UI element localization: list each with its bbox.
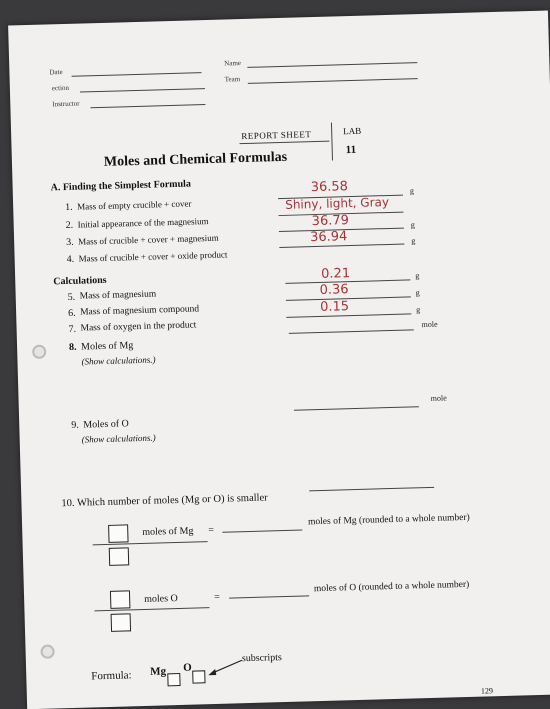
item-8-unit: mole — [421, 319, 438, 330]
question-10-line[interactable] — [309, 487, 434, 491]
name-line[interactable] — [247, 62, 417, 68]
item-6-unit: g — [415, 288, 420, 298]
item-1-num: 1. — [65, 201, 73, 214]
date-line[interactable] — [72, 72, 202, 77]
section-label: ection — [51, 83, 70, 93]
report-sheet-underline — [239, 141, 329, 145]
o-ratio-numerator-box[interactable] — [110, 590, 130, 609]
mg-ratio-denominator-box[interactable] — [109, 547, 129, 566]
subscripts-label: subscripts — [241, 652, 283, 665]
item-8-note: (Show calculations.) — [81, 354, 156, 367]
formula-label: Formula: — [91, 669, 132, 683]
item-8-label: Moles of Mg — [80, 340, 134, 353]
date-label: Date — [49, 68, 63, 77]
team-line[interactable] — [248, 78, 418, 84]
page-title: Moles and Chemical Formulas — [103, 149, 288, 170]
item-3-unit: g — [410, 220, 415, 230]
name-label: Name — [224, 59, 242, 68]
calculations-heading: Calculations — [53, 274, 107, 288]
item-3-label: Mass of crucible + cover + magnesium — [78, 232, 219, 247]
item-8-line[interactable] — [289, 329, 414, 333]
o-ratio-equals: = — [214, 591, 220, 604]
item-4-unit: g — [411, 236, 416, 246]
o-subscript-box[interactable] — [192, 670, 205, 683]
item-1-value[interactable]: 36.58 — [310, 179, 349, 196]
item-5-unit: g — [415, 271, 420, 281]
item-1-label: Mass of empty crucible + cover — [77, 198, 192, 212]
item-9-num: 9. — [71, 419, 79, 431]
binder-hole-top — [32, 345, 46, 359]
lab-divider — [331, 123, 333, 161]
o-ratio-suffix: moles of O (rounded to a whole number) — [313, 579, 470, 595]
item-5-label: Mass of magnesium — [79, 289, 157, 302]
item-7-value[interactable]: 0.15 — [319, 299, 350, 315]
item-5-value[interactable]: 0.21 — [320, 266, 351, 282]
section-a-heading: A. Finding the Simplest Formula — [50, 178, 192, 194]
lab-number: 11 — [345, 143, 357, 157]
item-3-value[interactable]: 36.79 — [311, 213, 350, 230]
item-8-num: 8. — [68, 341, 77, 353]
item-7-unit: g — [416, 305, 421, 315]
mg-ratio-label: moles of Mg — [142, 525, 194, 538]
item-4-label: Mass of crucible + cover + oxide product — [78, 249, 228, 264]
binder-hole-bottom — [40, 644, 54, 658]
item-6-label: Mass of magnesium compound — [80, 304, 200, 318]
item-4-num: 4. — [66, 253, 75, 265]
team-label: Team — [224, 75, 241, 84]
item-5-num: 5. — [67, 291, 76, 303]
item-4-value[interactable]: 36.94 — [309, 229, 348, 246]
mg-ratio-equals: = — [208, 524, 215, 537]
mg-ratio-suffix: moles of Mg (rounded to a whole number) — [307, 512, 470, 528]
item-1-unit: g — [409, 186, 415, 196]
formula-o: O — [182, 661, 192, 674]
item-7-label: Mass of oxygen in the product — [80, 320, 197, 334]
formula-mg: Mg — [150, 665, 167, 678]
report-sheet-page — [8, 10, 550, 709]
item-2-label: Initial appearance of the magnesium — [77, 216, 209, 230]
item-2-value[interactable]: Shiny, light, Gray — [285, 194, 390, 212]
o-ratio-denominator-box[interactable] — [111, 613, 131, 632]
section-line[interactable] — [80, 88, 205, 92]
o-ratio-label: moles O — [144, 593, 178, 605]
page-number: 129 — [480, 686, 493, 696]
question-10-text: 10. Which number of moles (Mg or O) is smaller — [61, 492, 268, 510]
mg-subscript-box[interactable] — [167, 673, 180, 686]
mg-ratio-answer-line[interactable] — [222, 530, 302, 533]
item-2-num: 2. — [65, 219, 74, 232]
item-6-num: 6. — [68, 307, 76, 319]
instructor-line[interactable] — [90, 104, 205, 108]
item-3-num: 3. — [66, 236, 74, 248]
item-9-label: Moles of O — [83, 418, 129, 431]
mg-ratio-numerator-box[interactable] — [108, 524, 128, 543]
lab-label: LAB — [343, 125, 362, 137]
item-9-line[interactable] — [294, 406, 419, 410]
o-ratio-answer-line[interactable] — [229, 595, 309, 598]
item-6-value[interactable]: 0.36 — [319, 282, 349, 298]
subscripts-arrow-icon — [206, 657, 247, 678]
item-7-num: 7. — [68, 323, 77, 335]
report-sheet-label: REPORT SHEET — [241, 129, 312, 142]
item-9-note: (Show calculations.) — [81, 432, 156, 445]
instructor-label: Instructor — [52, 99, 80, 109]
item-9-unit: mole — [430, 393, 447, 403]
